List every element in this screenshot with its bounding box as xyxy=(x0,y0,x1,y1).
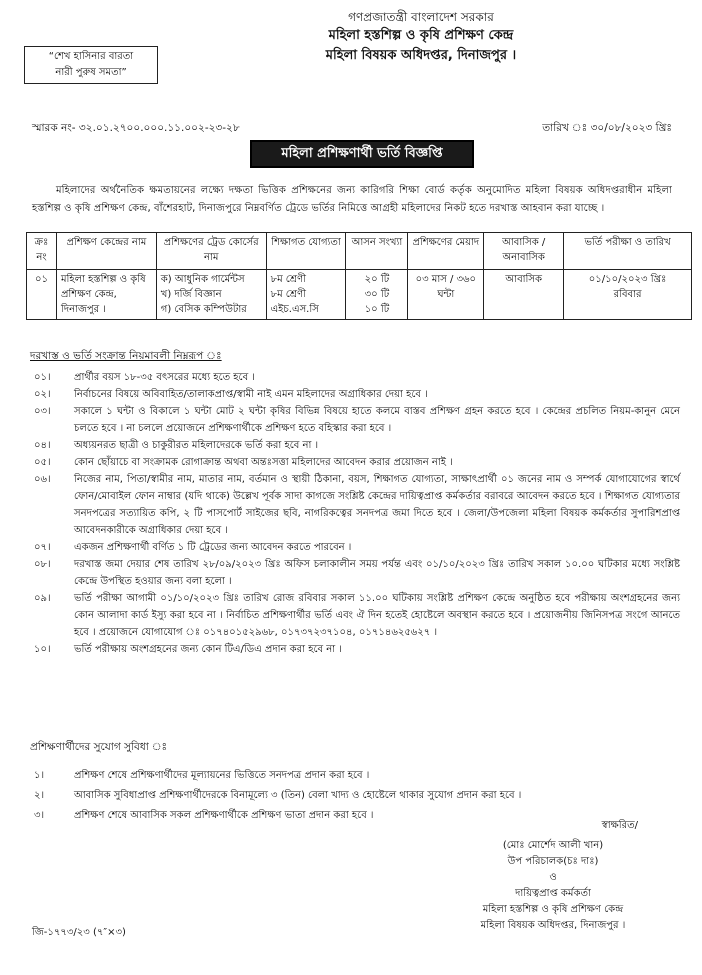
rule-number: ০১। xyxy=(34,372,51,383)
table-header: শিক্ষাগত যোগ্যতা xyxy=(266,233,346,270)
cell-trades xyxy=(156,270,266,320)
slogan-box xyxy=(24,46,158,84)
seat-item: ৩০ টি xyxy=(364,289,390,300)
list-item xyxy=(34,471,680,539)
cell-residential: আবাসিক xyxy=(484,270,564,320)
rules-heading: দরখাস্ত ও ভর্তি সংক্রান্ত নিয়মাবলী নিম্নরূপ ঃ xyxy=(30,350,222,362)
list-item xyxy=(34,369,680,386)
intro-paragraph: মহিলাদের অর্থনৈতিক ক্ষমতায়নের লক্ষ্যে দক্ষতা ভিত্তিক প্রশিক্ষনের জন্য কারিগরি শিক্ষা বোর্ড কর্তৃক অনুমোদিত মহিলা বিষয়ক অধিদপ্তরাধীন মহিলা হস্তশিল্প ও কৃষি প্রশিক্ষণ কেন্দ্র, বাঁশেরহাট, দিনাজপুরে নিম্নবর্ণিত ট্রেডে ভর্তির নিমিত্তে আগ্রহী মহিলাদের নিকট হতে দরখাস্ত আহবান করা যাচ্ছে । xyxy=(32,185,672,214)
exam-date: ০১/১০/২০২৩ খ্রিঃ xyxy=(588,274,667,285)
signature-block xyxy=(428,818,678,934)
list-item xyxy=(34,386,680,403)
signatory-center: মহিলা হস্তশিল্প ও কৃষি প্রশিক্ষণ কেন্দ্র xyxy=(482,904,624,915)
course-table xyxy=(26,232,692,320)
cell-qualifications xyxy=(266,270,346,320)
signature-and: ও xyxy=(549,872,557,883)
rules-list xyxy=(34,369,680,658)
trade-item: গ) বেসিক কম্পিউটার xyxy=(160,304,247,315)
center-name: মহিলা হস্তশিল্প ও কৃষি প্রশিক্ষণ কেন্দ্র xyxy=(328,28,514,43)
signatory-role: দায়িত্বপ্রাপ্ত কর্মকর্তা xyxy=(515,888,591,899)
table-header: ভর্তি পরীক্ষা ও তারিখ xyxy=(564,233,692,270)
facility-number: ২। xyxy=(34,790,45,801)
rule-number: ০৮। xyxy=(34,559,51,570)
rule-text: সকালে ১ ঘন্টা ও বিকালে ১ ঘন্টা মোট ২ ঘন্টা কৃষির বিভিন্ন বিষয়ে হাতে কলমে বাস্তব প্রশিক্ষণ গ্রহন করতে হবে । কেন্দ্রের প্রচলিত নিয়ম-কানুন মেনে চলতে হবে । না চললে প্রয়োজনে প্রশিক্ষণার্থীকে প্রশিক্ষণ হতে বহিস্কার করা হবে । xyxy=(74,406,680,434)
facilities-heading: প্রশিক্ষণার্থীদের সুযোগ সুবিধা ঃ xyxy=(30,741,168,753)
signatory-designation: উপ পরিচালক(চঃ দাঃ) xyxy=(507,856,599,867)
facility-number: ৩। xyxy=(34,810,45,821)
rule-number: ১০। xyxy=(34,644,51,655)
qualification-item: ৮ম শ্রেণী xyxy=(270,289,307,300)
cell-duration: ০৩ মাস / ৩৬০ ঘন্টা xyxy=(408,270,484,320)
qualification-item: ৮ম শ্রেণী xyxy=(270,274,307,285)
facilities-list xyxy=(34,766,672,826)
rule-text: দরখাস্ত জমা দেয়ার শেষ তারিখ ২৮/০৯/২০২৩ খ্রিঃ অফিস চলাকালীন সময় পর্যন্ত এবং ০১/১০/২০২৩ খ্রিঃ তারিখ সকাল ১০.০০ ঘটিকার মধ্যে সংশ্লিষ্ট কেন্দ্রে উপস্থিত হওয়ার জন্য বলা হলো । xyxy=(74,559,680,587)
rule-number: ০৫। xyxy=(34,457,51,468)
list-item xyxy=(34,437,680,454)
table-header: ক্রঃ নং xyxy=(27,233,57,270)
rule-number: ০৬। xyxy=(34,474,51,485)
notice-title: মহিলা প্রশিক্ষণার্থী ভর্তি বিজ্ঞপ্তি xyxy=(250,140,474,168)
facility-number: ১। xyxy=(34,770,45,781)
rule-text: কোন ছোঁয়াচে বা সংক্রামক রোগাক্রান্ত অথবা অন্তঃসত্তা মহিলাদের আবেদন করার প্রয়োজন নাই । xyxy=(74,457,453,468)
signatory-dept: মহিলা বিষয়ক অধিদপ্তর, দিনাজপুর । xyxy=(480,920,626,931)
seat-item: ১০ টি xyxy=(364,304,390,315)
facility-text: প্রশিক্ষণ শেষে প্রশিক্ষণার্থীদের মূল্যায়নের ভিত্তিতে সনদপত্র প্রদান করা হবে । xyxy=(74,770,370,781)
rule-text: একজন প্রশিক্ষণার্থী বর্ণিত ১ টি ট্রেডের জন্য আবেদন করতে পারবেন । xyxy=(74,542,352,553)
list-item xyxy=(34,403,680,437)
table-header: প্রশিক্ষণ কেন্দ্রের নাম xyxy=(56,233,156,270)
table-header-row xyxy=(27,233,692,270)
rule-text: নির্বাচনের বিষয়ে অবিবাহিত/তালাকপ্রাপ্ত/স্বামী নাই এমন মহিলাদের অগ্রাধিকার দেয়া হবে । xyxy=(74,389,428,400)
list-item xyxy=(34,590,680,641)
rule-number: ০৩। xyxy=(34,406,51,417)
govt-name: গণপ্রজাতন্ত্রী বাংলাদেশ সরকার xyxy=(348,10,494,24)
exam-day: রবিবার xyxy=(613,289,642,300)
list-item xyxy=(34,454,680,471)
rule-number: ০৯। xyxy=(34,593,51,604)
rule-text: ভর্তি পরীক্ষায় অংশগ্রহনের জন্য কোন টিএ/ডিএ প্রদান করা হবে না । xyxy=(74,644,342,655)
list-item xyxy=(34,539,680,556)
signatory-name: (মোঃ মোর্শেদ আলী খান) xyxy=(502,840,604,851)
print-reference: জি-১৭৭৩/২৩ (৭″×৩) xyxy=(32,927,126,938)
cell-exam xyxy=(564,270,692,320)
memo-date: তারিখ ঃ ৩০/০৮/২০২৩ খ্রিঃ xyxy=(542,122,672,134)
cell-seats xyxy=(346,270,408,320)
seat-item: ২০ টি xyxy=(364,274,390,285)
memo-row xyxy=(32,121,672,138)
memo-number: স্মারক নং- ৩২.০১.২৭০০.০০০.১১.০০২-২৩-২৮ xyxy=(32,122,240,134)
list-item xyxy=(34,556,680,590)
rule-number: ০৭। xyxy=(34,542,51,553)
cell-center: মহিলা হস্তশিল্প ও কৃষি প্রশিক্ষণ কেন্দ্র, দিনাজপুর । xyxy=(56,270,156,320)
table-header: আবাসিক /অনাবাসিক xyxy=(484,233,564,270)
rule-text: অধ্যয়নরত ছাত্রী ও চাকুরীরত মহিলাদেরকে ভর্তি করা হবে না । xyxy=(74,440,319,451)
slogan-line-2: নারী পুরুষ সমতা” xyxy=(55,67,127,78)
cell-serial: ০১ xyxy=(27,270,57,320)
rule-text: নিজের নাম, পিতা/স্বামীর নাম, মাতার নাম, বর্তমান ও স্থায়ী ঠিকানা, বয়স, শিক্ষাগত যোগ্যতা, সাক্ষাৎপ্রার্থী ০১ জনের নাম ও সম্পর্ক যোগাযোগের স্বার্থে ফোন/মোবাইল ফোন নাম্বার (যদি থাকে) উল্লেখ পূর্বক সাদা কাগজে সংশ্লিষ্ট কেন্দ্রের দায়িত্বপ্রাপ্ত কর্মকর্তার বরাবরে আবেদন করতে হবে । শিক্ষাগত যোগ্যতার সনদপত্রের সত্যায়িত কপি, ২ টি পাসপোর্ট সাইজের ছবি, নাগরিকত্বের সনদপত্র জমা দিতে হবে । জেলা/উপজেলা মহিলা বিষয়ক কর্মকর্তার সুপারিশপ্রাপ্ত আবেদনকারীকে অগ্রাধিকার দেয়া হবে । xyxy=(74,474,680,536)
letterhead xyxy=(160,8,682,66)
trade-item: খ) দর্জি বিজ্ঞান xyxy=(160,289,222,300)
list-item xyxy=(34,766,672,786)
list-item xyxy=(34,641,680,658)
rule-number: ০২। xyxy=(34,389,51,400)
rule-text: প্রার্থীর বয়স ১৮-৩৫ বৎসরের মধ্যে হতে হবে । xyxy=(74,372,255,383)
list-item xyxy=(34,786,672,806)
table-header: আসন সংখ্যা xyxy=(346,233,408,270)
table-row xyxy=(27,270,692,320)
signed-mark: স্বাক্ষরিত/ xyxy=(601,820,638,831)
rule-number: ০৪। xyxy=(34,440,51,451)
rule-text: ভর্তি পরীক্ষা আগামী ০১/১০/২০২৩ খ্রিঃ তারিখ রোজ রবিবার সকাল ১১.০০ ঘটিকায় সংশ্লিষ্ট প্রশিক্ষণ কেন্দ্রে অনুষ্ঠিত হবে পরীক্ষায় অংশগ্রহনের জন্য কোন আলাদা কার্ড ইস্যু করা হবে না । নির্বাচিত প্রশিক্ষণার্থীর ভর্তি এবং ঐ দিন হতেই হোষ্টেলে অবস্থান করতে হবে । প্রয়োজনীয় জিনিসপত্র সংগে আনতে হবে । প্রয়োজনে যোগাযোগ ঃ ০১৭৪০১৫২৯৬৮, ০১৭৩৭২৩৭১০৪, ০১৭১৪৬২৫৬২৭ । xyxy=(74,593,680,638)
slogan-line-1: “শেখ হাসিনার বারতা xyxy=(48,51,134,62)
facility-text: প্রশিক্ষণ শেষে আবাসিক সকল প্রশিক্ষণার্থীকে প্রশিক্ষণ ভাতা প্রদান করা হবে । xyxy=(74,810,374,821)
table-header: প্রশিক্ষণের মেয়াদ xyxy=(408,233,484,270)
trade-item: ক) আধুনিক গার্মেন্টস xyxy=(160,274,245,285)
table-header: প্রশিক্ষণের ট্রেড কোর্সের নাম xyxy=(156,233,266,270)
department-name: মহিলা বিষয়ক অধিদপ্তর, দিনাজপুর । xyxy=(325,48,517,63)
facility-text: আবাসিক সুবিধাপ্রাপ্ত প্রশিক্ষণার্থীদেরকে বিনামূল্যে ৩ (তিন) বেলা খাদ্য ও হোষ্টেলে থাকার সুযোগ প্রদান করা হবে । xyxy=(74,790,522,801)
qualification-item: এইচ.এস.সি xyxy=(270,304,319,315)
